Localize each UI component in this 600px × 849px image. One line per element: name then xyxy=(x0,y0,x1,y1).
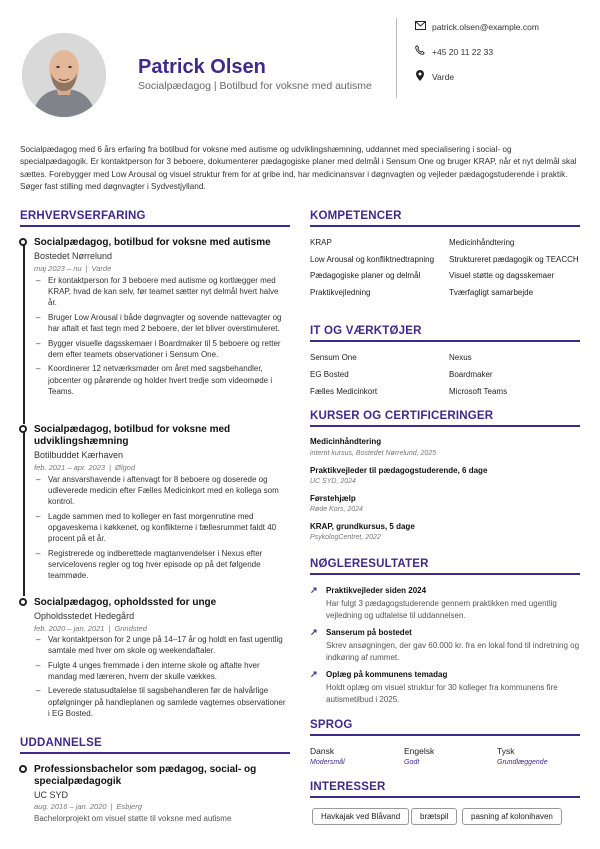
section-education: UDDANNELSE xyxy=(20,737,290,754)
candidate-name: Patrick Olsen xyxy=(138,56,266,78)
trend-up-icon: ↗ xyxy=(310,627,318,637)
job-employer: Opholdsstedet Hedegård xyxy=(34,611,135,621)
education-meta: aug. 2016 – jan. 2020 | Esbjerg xyxy=(34,802,142,811)
section-tools: IT OG VÆRKTØJER xyxy=(310,325,580,342)
achievement-desc: Skrev ansøgningen, der gav 60.000 kr. fra en lokal fond til indretning og indkøring af rummet. xyxy=(326,641,580,662)
list-item: – Var ansvarshavende i aftenvagt for 8 beboere og doserede og udleverede medicin efter Fælles Medicinkort med en kollega som kontrol. xyxy=(34,474,288,508)
course-title: Praktikvejleder til pædagogstuderende, 6 dage xyxy=(310,466,488,475)
job-meta: maj 2023 – nu | Varde xyxy=(34,264,112,273)
skill-item: Praktikvejledning xyxy=(310,287,371,297)
portrait-image xyxy=(22,33,106,117)
skills-grid xyxy=(310,238,580,298)
course-title: KRAP, grundkursus, 5 dage xyxy=(310,522,415,531)
language-name: Tysk xyxy=(497,746,515,756)
location-value: Varde xyxy=(432,72,455,82)
timeline-dot xyxy=(19,765,27,773)
job-employer: Bostedet Nørrelund xyxy=(34,251,113,261)
section-experience: ERHVERVSERFARING xyxy=(20,210,290,227)
timeline-dot xyxy=(19,425,27,433)
trend-up-icon: ↗ xyxy=(310,585,318,595)
job-meta: feb. 2021 – apr. 2023 | Ølgod xyxy=(34,463,135,472)
education-location: Esbjerg xyxy=(116,802,142,811)
job-title: Socialpædagog, botilbud for voksne med udviklingshæmning xyxy=(34,424,231,447)
education-dates: aug. 2016 – jan. 2020 xyxy=(34,802,107,811)
achievement-title: Praktikvejleder siden 2024 xyxy=(326,586,427,595)
tool-item: Microsoft Teams xyxy=(449,387,508,396)
job-bullets xyxy=(34,474,288,585)
job-meta: feb. 2020 – jan. 2021 | Grindsted xyxy=(34,624,147,633)
list-item: – Lagde sammen med to kolleger en fast morgenrutine med opgaveskema i køkkenet, og konflikterne i fællesrummet faldt 40 procent på et år. xyxy=(34,511,288,545)
interest-tag: brætspil xyxy=(411,808,457,825)
profile-photo xyxy=(22,33,106,117)
timeline-dot xyxy=(19,238,27,246)
list-item: – Er kontaktperson for 3 beboere med autisme og kortlægger med KRAP, hvad de kan selv, før teamet sætter nyt delmål hvert halve år. xyxy=(34,275,288,309)
tool-item: Sensum One xyxy=(310,353,357,362)
contact-phone[interactable] xyxy=(414,45,493,58)
list-item: – Var kontaktperson for 2 unge på 14–17 år og holdt en fast ugentlig samtale med hver om skole og weekendaftaler. xyxy=(34,634,288,656)
skill-item: Visuel støtte og dagsskemaer xyxy=(449,271,555,280)
trend-up-icon: ↗ xyxy=(310,669,318,679)
phone-value: +45 20 11 22 33 xyxy=(432,46,494,57)
job-dates: feb. 2020 – jan. 2021 xyxy=(34,624,105,633)
achievement-title: Sanserum på bostedet xyxy=(326,628,412,637)
tools-grid xyxy=(310,353,580,398)
skill-item: Medicinhåndtering xyxy=(449,238,515,247)
job-employer: Botilbuddet Kærhaven xyxy=(34,450,124,460)
achievement-desc: Holdt oplæg om visuel struktur for 30 kolleger fra kommunens fire autismetilbud i 2025. xyxy=(326,683,558,704)
tool-item: Fælles Medicinkort xyxy=(310,387,378,396)
education-title: Professionsbachelor som pædagog, social- og specialpædagogik xyxy=(34,764,257,787)
language-name: Engelsk xyxy=(404,746,435,756)
section-courses: KURSER OG CERTIFICERINGER xyxy=(310,410,580,427)
achievement-desc: Har fulgt 3 pædagogstuderende gennem praktikken med ugentlig vejledning og udtalelse til uddannelsen. xyxy=(326,599,557,620)
interest-tag: pasning af kolonihaven xyxy=(462,808,562,825)
achievement-title: Oplæg på kommunens temadag xyxy=(326,670,448,679)
course-sub: UC SYD, 2024 xyxy=(310,478,356,485)
job-location: Grindsted xyxy=(114,624,147,633)
list-item: – Bruger Low Arousal i både døgnvagter og sovende nattevagter og har aftalt et fast tegn med 2 beboere, der let bliver overstimuleret. xyxy=(34,312,288,334)
course-sub: Røde Kors, 2024 xyxy=(310,506,363,513)
list-item: – Fulgte 4 unges fremmøde i den interne skole og aftalte hver mandag med læreren, hvem der skulle vækkes. xyxy=(34,660,288,682)
tool-item: EG Bosted xyxy=(310,370,349,379)
list-item: – Leverede statusudtalelse til sagsbehandleren før de halvårlige opfølgninger på handleplanen og samlede vagternes observationer i EG Bosted. xyxy=(34,685,288,719)
job-location: Varde xyxy=(91,264,112,273)
email-value: patrick.olsen@example.com xyxy=(432,22,539,32)
language-name: Dansk xyxy=(310,746,335,756)
timeline-line xyxy=(23,430,25,596)
skill-item: Low Arousal og konfliktnedtrapning xyxy=(310,254,435,264)
course-title: Medicinhåndtering xyxy=(310,437,382,446)
job-title: Socialpædagog, opholdssted for unge xyxy=(34,597,217,608)
section-languages: SPROG xyxy=(310,719,580,736)
section-interests: INTERESSER xyxy=(310,781,580,798)
job-location: Ølgod xyxy=(114,463,135,472)
language-level: Grundlæggende xyxy=(497,759,548,766)
skill-item: Pædagogiske planer og delmål xyxy=(310,271,421,280)
list-item: – Bygger visuelle dagsskemaer i Boardmaker til 5 beboere og retter dem efter teamets observationer i Sensum One. xyxy=(34,338,288,360)
job-bullets xyxy=(34,634,288,722)
profile-summary: Socialpædagog med 6 års erfaring fra botilbud for voksne med autisme og udviklingshæmning, uddannet med specialisering i social- og specialpædagogik. Er kontaktperson for 3 beboere, dokumenterer pædagogiske planer med delmål i Sensum One og bruger KRAP, når et nyt delmål skal sættes. Forebygger med Low Arousal og visuel struktur frem for at gribe ind, har medicinansvar i døgnvagten og vejleder pædagogstuderende i praktik. Søger fast stilling med døgnvagter i Sydvestjylland. xyxy=(20,145,577,191)
skill-item: Struktureret pædagogik og TEACCH xyxy=(449,254,579,264)
job-title: Socialpædagog, botilbud for voksne med autisme xyxy=(34,237,271,248)
contact-email[interactable] xyxy=(414,21,539,33)
location-icon xyxy=(414,70,426,84)
skill-item: KRAP xyxy=(310,238,332,247)
job-bullets xyxy=(34,275,288,400)
course-title: Førstehjælp xyxy=(310,494,356,503)
contact-location xyxy=(414,70,454,84)
job-dates: feb. 2021 – apr. 2023 xyxy=(34,463,106,472)
education-school: UC SYD xyxy=(34,790,69,800)
mail-icon xyxy=(414,21,426,33)
header-divider xyxy=(396,18,397,98)
section-achievements: NØGLERESULTATER xyxy=(310,558,580,575)
tool-item: Boardmaker xyxy=(449,370,493,379)
timeline-line xyxy=(23,242,25,424)
candidate-headline: Socialpædagog | Botilbud for voksne med autisme xyxy=(138,80,372,92)
course-sub: PsykologCentret, 2022 xyxy=(310,534,381,541)
tool-item: Nexus xyxy=(449,353,472,362)
education-note: Bachelorprojekt om visuel støtte til voksne med autisme xyxy=(34,814,232,823)
list-item: – Koordinerer 12 netværksmøder om året med sagsbehandler, jobcenter og pårørende og holder hvert tredje som videomøde i Teams. xyxy=(34,363,288,397)
phone-icon xyxy=(414,45,426,58)
timeline-dot xyxy=(19,598,27,606)
language-level: Modersmål xyxy=(310,759,345,766)
language-level: Godt xyxy=(404,759,420,766)
skill-item: Tværfagligt samarbejde xyxy=(449,287,534,297)
course-sub: internt kursus, Bostedet Nørrelund, 2025 xyxy=(310,450,437,457)
interest-tag: Havkajak ved Blåvand xyxy=(312,808,409,825)
list-item: – Registrerede og indberettede magtanvendelser i Nexus efter servicelovens regler og tog hver episode op på det følgende teammøde. xyxy=(34,548,288,582)
section-skills: KOMPETENCER xyxy=(310,210,580,227)
job-dates: maj 2023 – nu xyxy=(34,264,82,273)
